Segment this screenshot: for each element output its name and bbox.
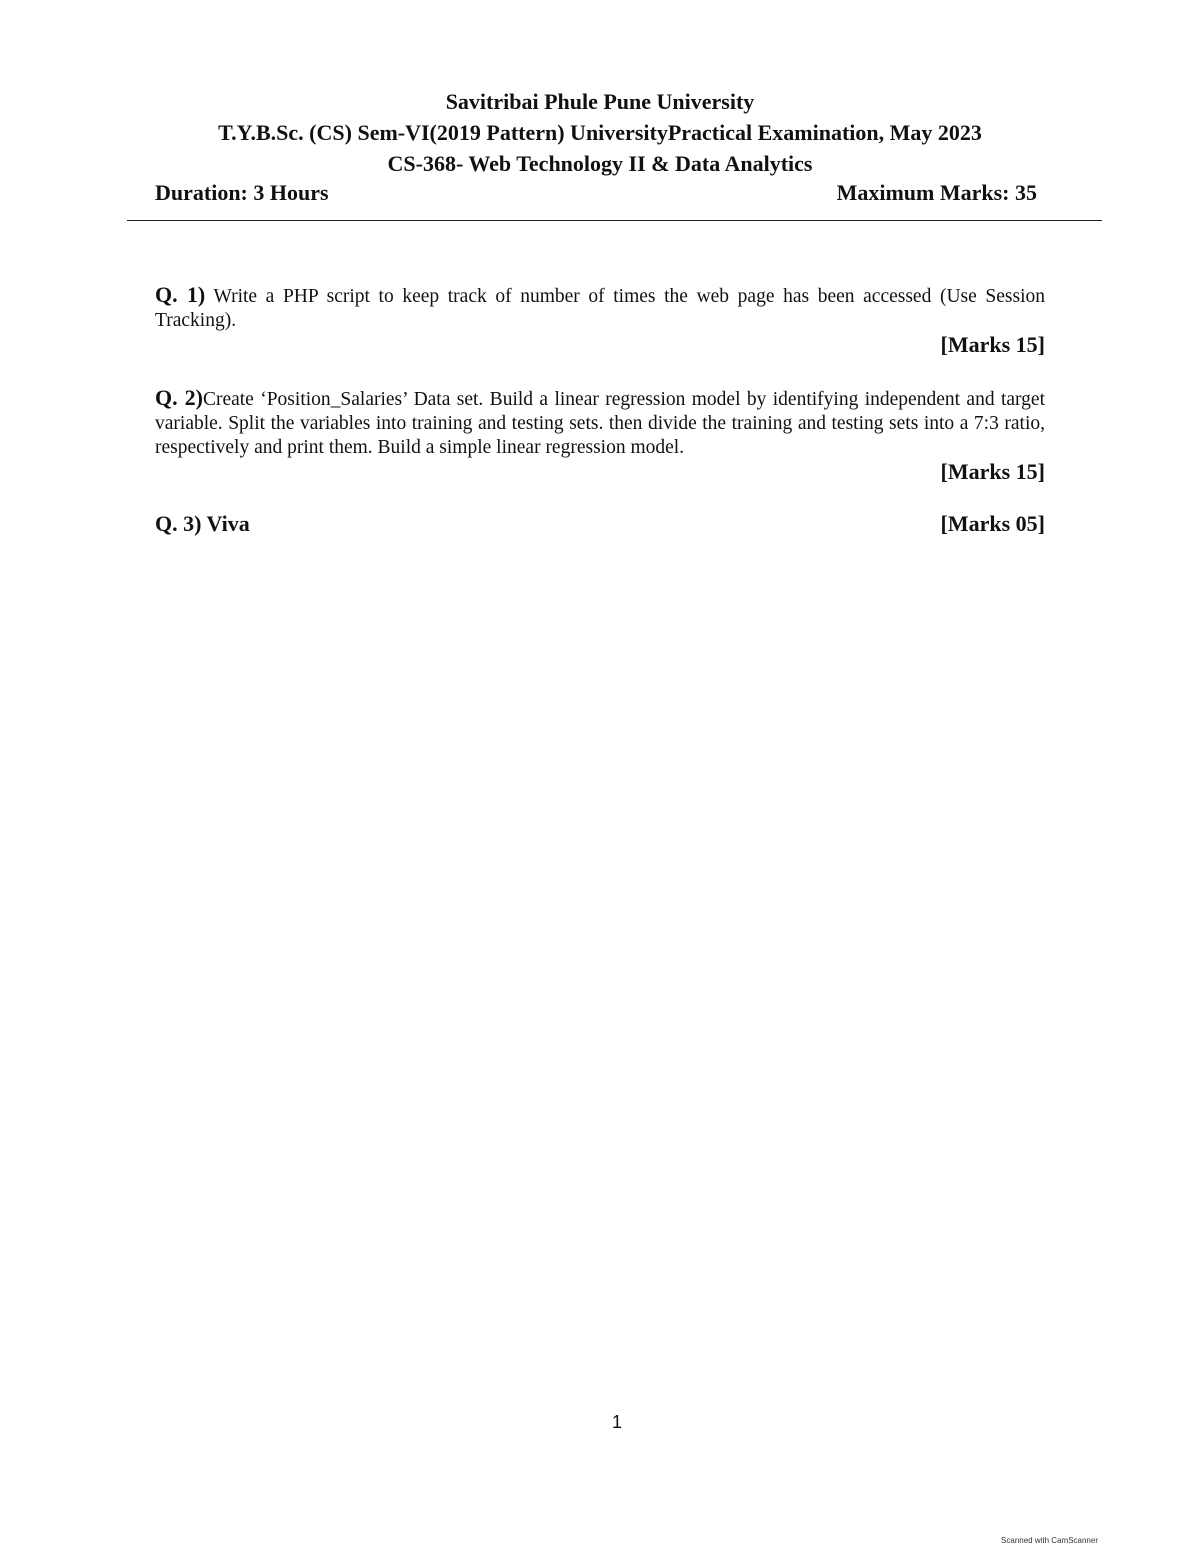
question-1-marks: [Marks 15]: [940, 332, 1045, 357]
duration: Duration: 3 Hours: [155, 180, 329, 205]
question-1-text: Write a PHP script to keep track of number of times the web page has been accessed (Use Session Tracking).: [155, 286, 1045, 331]
question-3: Q. 3) Viva: [155, 511, 250, 536]
university-name: Savitribai Phule Pune University: [445, 89, 755, 114]
question-1: [155, 283, 1045, 333]
maximum-marks: Maximum Marks: 35: [836, 180, 1037, 205]
question-2-text: Create ‘Position_Salaries’ Data set. Build a linear regression model by identifying independent and target variable. Split the variables into training and testing sets. then divide the training and testing sets into a 7:3 ratio, respectively and print them. Build a simple linear regression model.: [155, 389, 1045, 458]
header-divider: [127, 220, 1102, 221]
question-3-marks: [Marks 05]: [940, 511, 1045, 536]
question-2-marks: [Marks 15]: [940, 459, 1045, 484]
question-2: [155, 386, 1045, 460]
question-2-number: Q. 2): [155, 385, 203, 410]
exam-header: [0, 86, 1200, 179]
scanner-watermark: Scanned with CamScanner: [1001, 1536, 1098, 1545]
exam-meta: [155, 178, 1037, 208]
exam-title: T.Y.B.Sc. (CS) Sem-VI(2019 Pattern) UniversityPractical Examination, May 2023: [218, 120, 982, 145]
page-number: 1: [611, 1412, 622, 1432]
course-title: CS-368- Web Technology II & Data Analytics: [387, 151, 813, 176]
question-1-number: Q. 1): [155, 282, 206, 307]
